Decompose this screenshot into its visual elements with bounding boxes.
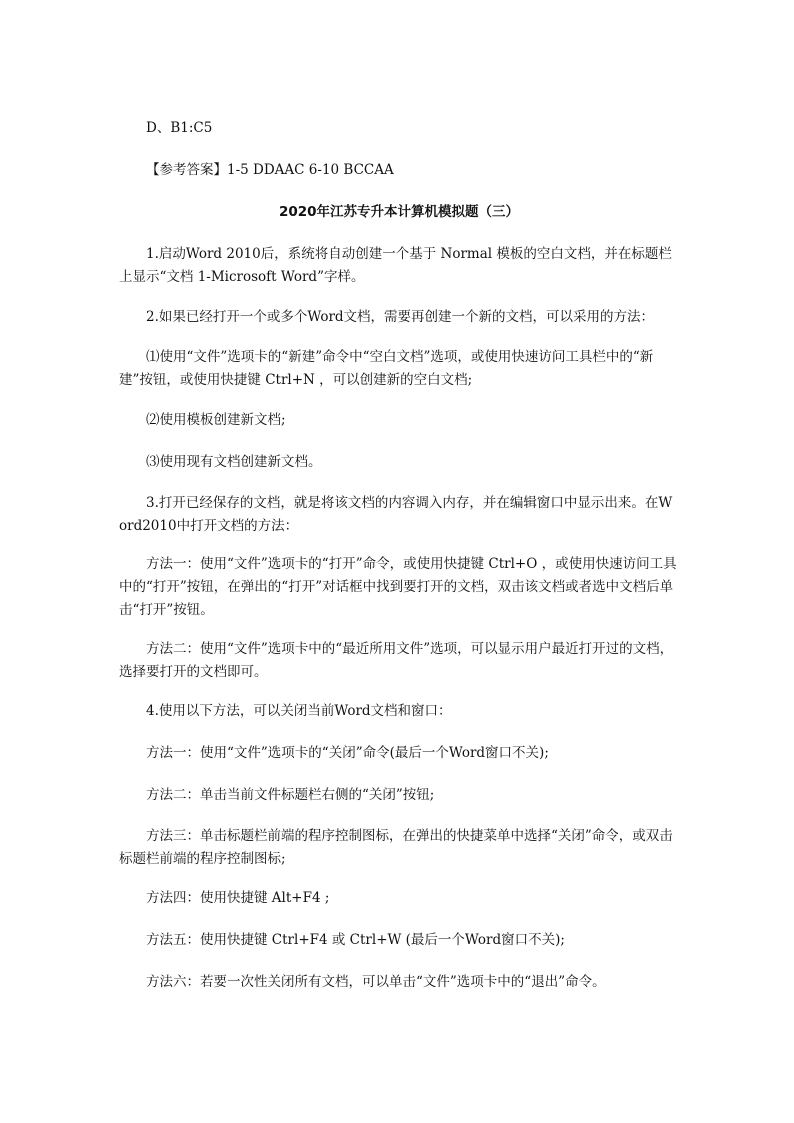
paragraph-4-method-4: 方法四：使用快捷键 Alt+F4 ;: [146, 890, 330, 906]
paragraph-4-method-6: 方法六：若要一次性关闭所有文档，可以单击“文件”选项卡中的“退出”命令。: [146, 974, 606, 990]
paragraph-2-item-1: ⑴使用“文件”选项卡的“新建”命令中“空白文档”选项，或使用快速访问工具栏中的“新建”按钮，或使用快捷键 Ctrl+N ，可以创建新的空白文档;: [119, 349, 654, 388]
page-title: 2020年江苏专升本计算机模拟题（三）: [278, 204, 520, 220]
paragraph-3-method-2: 方法二：使用“文件”选项卡中的“最近所用文件”选项，可以显示用户最近打开过的文档，选择要打开的文档即可。: [119, 641, 674, 680]
paragraph-3: 3.打开已经保存的文档，就是将该文档的内容调入内存，并在编辑窗口中显示出来。在Word2010中打开文档的方法：: [119, 495, 673, 534]
paragraph-2: 2.如果已经打开一个或多个Word文档，需要再创建一个新的文档，可以采用的方法：: [146, 309, 655, 325]
paragraph-4-method-2: 方法二：单击当前文件标题栏右侧的“关闭”按钮;: [146, 787, 435, 803]
reference-answer: 【参考答案】1-5 DDAAC 6-10 BCCAA: [146, 162, 394, 178]
paragraph-4-method-3: 方法三：单击标题栏前端的程序控制图标，在弹出的快捷菜单中选择“关闭”命令，或双击标题栏前端的程序控制图标;: [119, 828, 673, 867]
paragraph-2-item-3: ⑶使用现有文档创建新文档。: [146, 454, 322, 470]
paragraph-4-method-5: 方法五：使用快捷键 Ctrl+F4 或 Ctrl+W (最后一个Word窗口不关);: [146, 932, 565, 948]
paragraph-2-item-2: ⑵使用模板创建新文档;: [146, 412, 286, 428]
option-d: D、B1:C5: [146, 120, 213, 136]
paragraph-4-method-1: 方法一：使用“文件”选项卡的“关闭”命令(最后一个Word窗口不关);: [146, 745, 549, 761]
paragraph-4: 4.使用以下方法，可以关闭当前Word文档和窗口：: [146, 703, 452, 719]
paragraph-3-method-1: 方法一：使用“文件”选项卡的“打开”命令，或使用快捷键 Ctrl+O ，或使用快速访问工具中的“打开”按钮，在弹出的“打开”对话框中找到要打开的文档，双击该文档或者选中文档后单击“打开”按钮。: [119, 556, 677, 618]
paragraph-1: 1.启动Word 2010后，系统将自动创建一个基于 Normal 模板的空白文档，并在标题栏上显示“文档 1-Microsoft Word”字样。: [119, 246, 672, 285]
